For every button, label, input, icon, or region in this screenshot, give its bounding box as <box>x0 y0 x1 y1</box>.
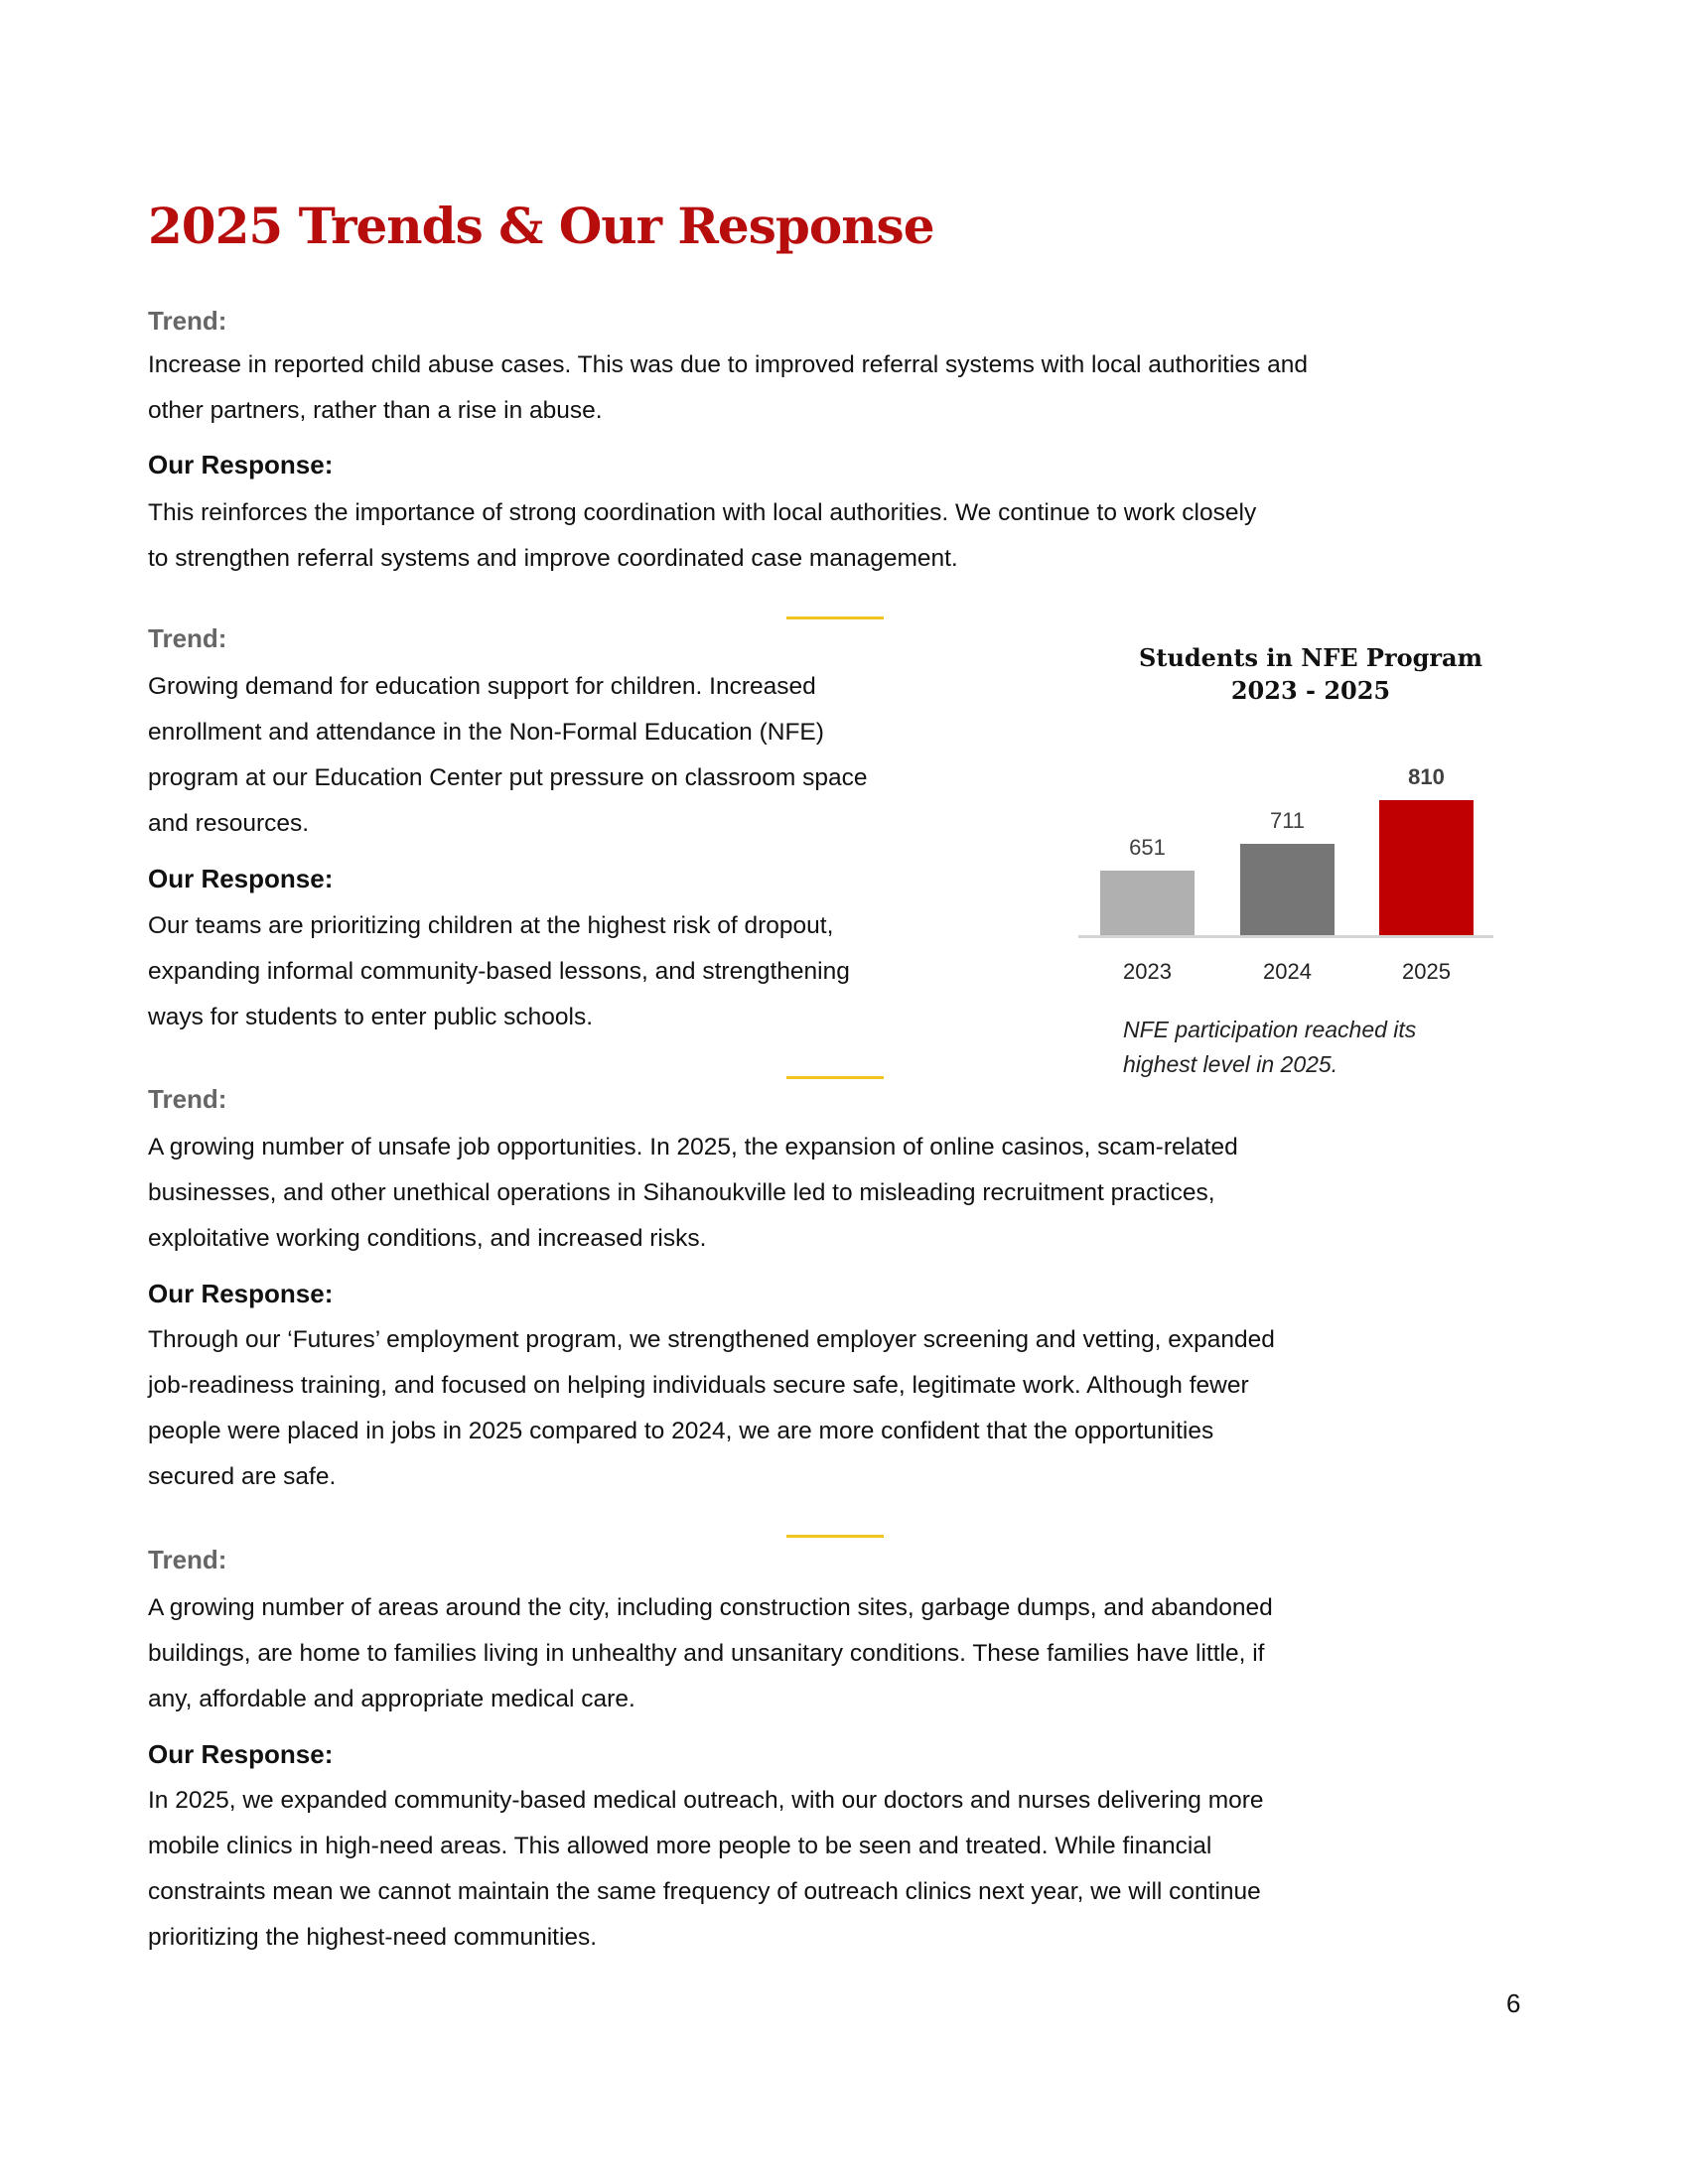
trend-line: businesses, and other unethical operations in Sihanoukville led to misleading recruitment practices, <box>148 1179 1215 1206</box>
trend-line: enrollment and attendance in the Non-Formal Education (NFE) <box>148 719 824 746</box>
trend-text <box>148 342 1308 434</box>
chart-caption <box>1123 1013 1416 1082</box>
response-line: secured are safe. <box>148 1463 337 1490</box>
response-line: This reinforces the importance of strong coordination with local authorities. We continue to work closely <box>148 499 1257 526</box>
response-text <box>148 1778 1264 1961</box>
value-label: 651 <box>1129 835 1166 861</box>
trend-label: Trend: <box>148 306 227 336</box>
trend-line: program at our Education Center put pressure on classroom space <box>148 764 868 791</box>
response-text <box>148 490 1256 582</box>
trend-text <box>148 1125 1238 1262</box>
section-divider <box>786 1076 884 1079</box>
response-line: constraints mean we cannot maintain the same frequency of outreach clinics next year, we will continue <box>148 1878 1261 1905</box>
trend-line: buildings, are home to families living in unhealthy and unsanitary conditions. These families have little, if <box>148 1640 1265 1667</box>
response-line: In 2025, we expanded community-based medical outreach, with our doctors and nurses delivering more <box>148 1787 1264 1814</box>
caption-line: highest level in 2025. <box>1123 1051 1338 1077</box>
response-label: Our Response: <box>148 1739 334 1769</box>
x-tick-label: 2024 <box>1263 959 1312 984</box>
trend-label: Trend: <box>148 1084 227 1114</box>
bar-2023 <box>1100 871 1195 936</box>
caption-line: NFE participation reached its <box>1123 1017 1417 1042</box>
trend-text <box>148 664 868 847</box>
trend-line: any, affordable and appropriate medical care. <box>148 1686 635 1712</box>
trend-line: other partners, rather than a rise in abuse. <box>148 397 603 424</box>
response-label: Our Response: <box>148 450 334 479</box>
response-line: Our teams are prioritizing children at the highest risk of dropout, <box>148 912 834 939</box>
response-label: Our Response: <box>148 1279 334 1308</box>
trend-line: Increase in reported child abuse cases. This was due to improved referral systems with local authorities and <box>148 351 1308 378</box>
chart-subtitle: 2023 - 2025 <box>1230 676 1391 705</box>
trend-text <box>148 1585 1273 1722</box>
section-divider <box>786 616 884 619</box>
response-line: job-readiness training, and focused on helping individuals secure safe, legitimate work. Although fewer <box>148 1372 1249 1399</box>
trend-line: A growing number of unsafe job opportunities. In 2025, the expansion of online casinos, scam-related <box>148 1134 1238 1160</box>
response-line: people were placed in jobs in 2025 compared to 2024, we are more confident that the opportunities <box>148 1418 1214 1444</box>
trend-label: Trend: <box>148 623 227 653</box>
x-tick-label: 2025 <box>1402 959 1451 984</box>
response-line: expanding informal community-based lessons, and strengthening <box>148 958 850 985</box>
response-line: to strengthen referral systems and improve coordinated case management. <box>148 545 958 572</box>
chart-axis-line <box>1078 935 1493 938</box>
page-title: 2025 Trends & Our Response <box>148 197 934 255</box>
trend-line: Growing demand for education support for children. Increased <box>148 673 816 700</box>
response-line: ways for students to enter public schools. <box>148 1004 594 1030</box>
response-label: Our Response: <box>148 864 334 893</box>
x-tick-label: 2023 <box>1123 959 1172 984</box>
bar-2024 <box>1240 844 1335 936</box>
value-label: 711 <box>1269 808 1306 834</box>
trend-label: Trend: <box>148 1545 227 1574</box>
trend-line: exploitative working conditions, and increased risks. <box>148 1225 707 1252</box>
response-line: Through our ‘Futures’ employment program, we strengthened employer screening and vetting, expanded <box>148 1326 1275 1353</box>
response-line: mobile clinics in high-need areas. This allowed more people to be seen and treated. While financial <box>148 1833 1212 1859</box>
chart-title <box>1062 641 1559 707</box>
value-label: 810 <box>1408 764 1445 789</box>
response-text <box>148 903 850 1040</box>
section-divider <box>786 1535 884 1538</box>
bar-2025 <box>1379 800 1474 936</box>
trend-line: A growing number of areas around the city, including construction sites, garbage dumps, and abandoned <box>148 1594 1273 1621</box>
response-line: prioritizing the highest-need communities. <box>148 1924 598 1951</box>
chart-title-line: Students in NFE Program <box>1139 643 1482 672</box>
page-number: 6 <box>1506 1988 1521 2018</box>
response-text <box>148 1317 1275 1500</box>
trend-line: and resources. <box>148 810 310 837</box>
